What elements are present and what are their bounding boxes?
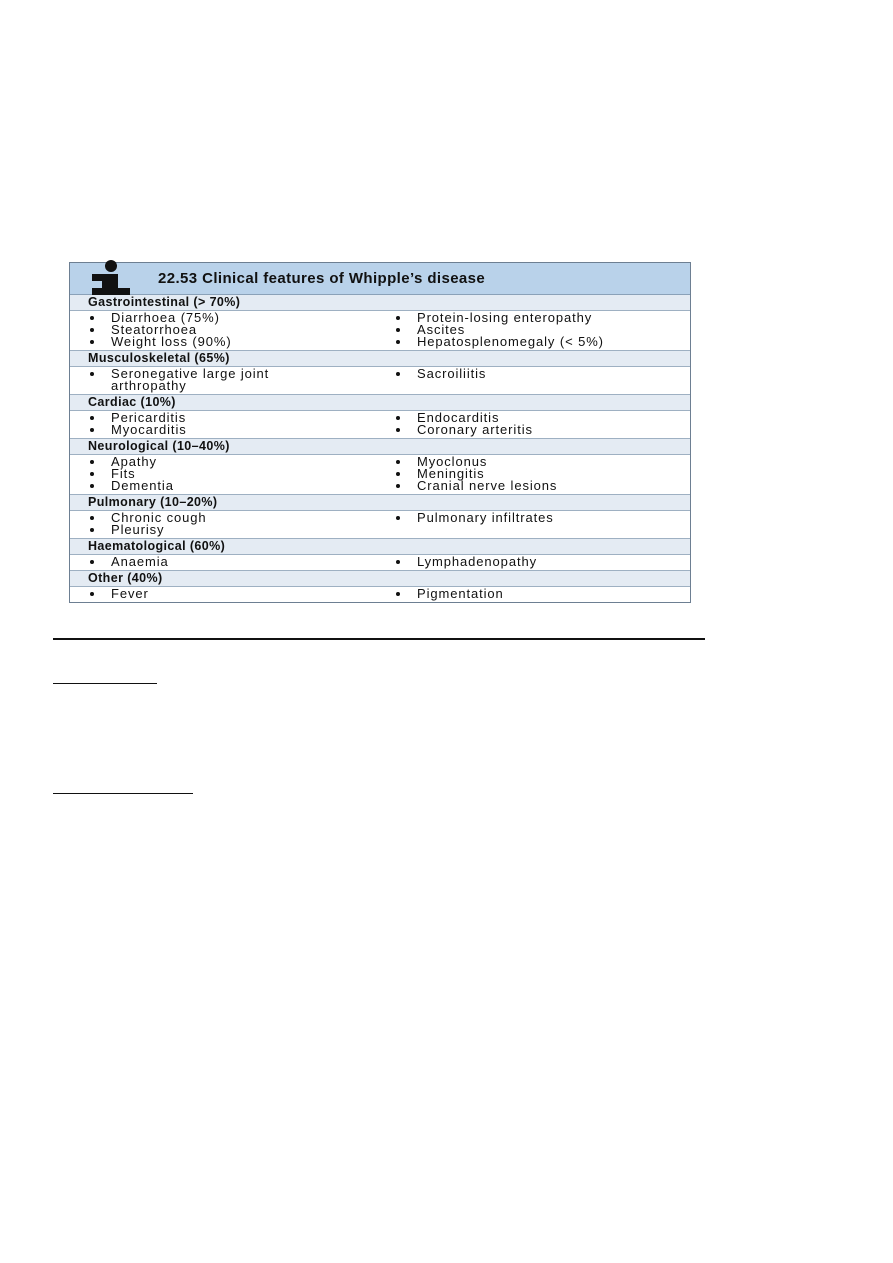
list-item: Steatorrhoea [88,324,378,336]
list-item: Apathy [88,456,378,468]
list-item: Coronary arteritis [394,424,684,436]
box-title: 22.53 Clinical features of Whipple’s disease [158,270,486,287]
list-item: Hepatosplenomegaly (< 5%) [394,336,684,348]
list-item: Pulmonary infiltrates [394,512,684,524]
list-item: Anaemia [88,556,378,568]
list-item: Pleurisy [88,524,378,536]
list-item: Seronegative large joint [88,368,378,380]
box-header [70,263,690,295]
list-item: Weight loss (90%) [88,336,378,348]
list-item-continuation [88,380,378,392]
section-body-neurological [70,455,690,494]
underline-rule [53,793,193,794]
section-heading-pulmonary: Pulmonary (10–20%) [70,494,690,511]
whipples-features-box [69,262,691,603]
info-icon [84,260,138,295]
list-item: Protein-losing enteropathy [394,312,684,324]
horizontal-rule [53,638,705,640]
list-item: Lymphadenopathy [394,556,684,568]
list-item: Sacroiliitis [394,368,684,380]
section-heading-gastrointestinal: Gastrointestinal (> 70%) [70,295,690,311]
list-item: Myocarditis [88,424,378,436]
list-item: Diarrhoea (75%) [88,312,378,324]
list-item: Dementia [88,480,378,492]
section-heading-other: Other (40%) [70,570,690,587]
list-item: Myoclonus [394,456,684,468]
list-item: Endocarditis [394,412,684,424]
list-item: Ascites [394,324,684,336]
list-item: Chronic cough [88,512,378,524]
list-item: Pigmentation [394,588,684,600]
section-heading-haematological: Haematological (60%) [70,538,690,555]
list-item: Pericarditis [88,412,378,424]
list-item: Fever [88,588,378,600]
section-body-musculoskeletal [70,367,690,394]
section-body-other [70,587,690,602]
section-heading-cardiac: Cardiac (10%) [70,394,690,411]
section-body-pulmonary [70,511,690,538]
underline-rule [53,683,157,684]
section-heading-musculoskeletal: Musculoskeletal (65%) [70,350,690,367]
section-body-haematological [70,555,690,570]
list-item: Meningitis [394,468,684,480]
section-body-cardiac [70,411,690,438]
list-item: Fits [88,468,378,480]
list-item: Cranial nerve lesions [394,480,684,492]
section-heading-neurological: Neurological (10–40%) [70,438,690,455]
section-body-gastrointestinal [70,311,690,350]
list-item-text: arthropathy [111,378,187,393]
